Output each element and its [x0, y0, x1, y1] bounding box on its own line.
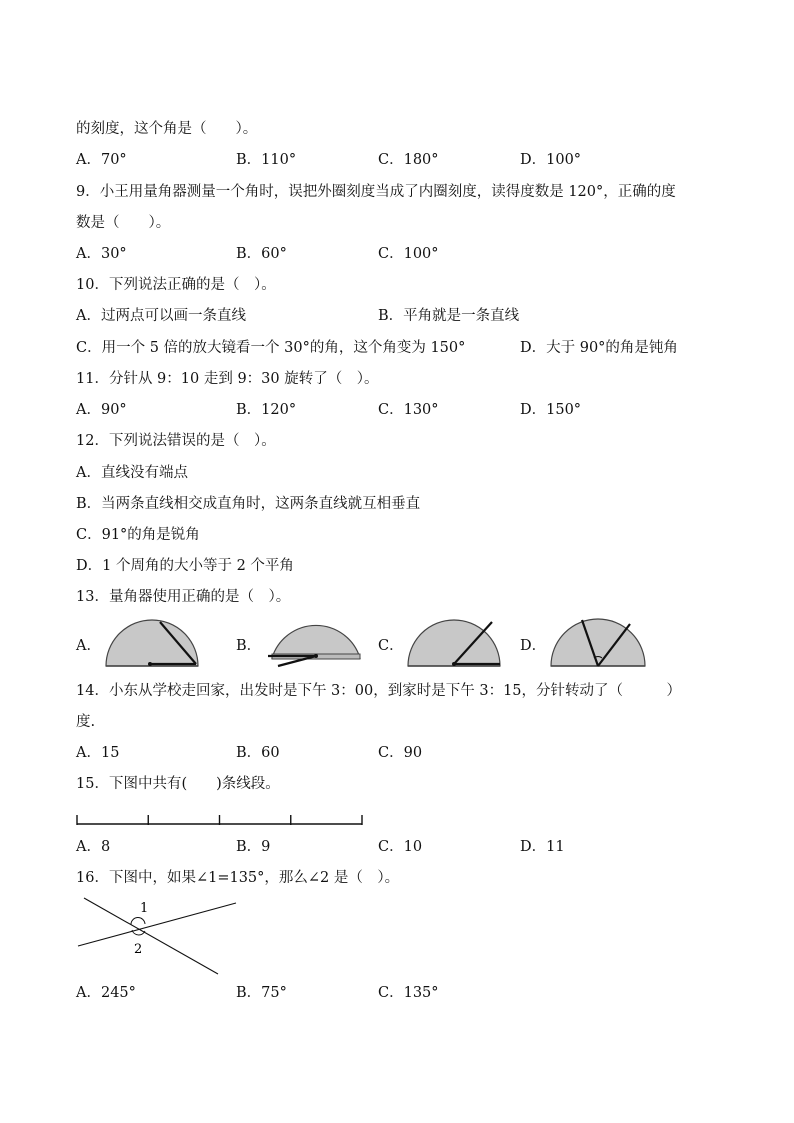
line-segment-figure — [74, 812, 366, 828]
intersecting-lines-figure — [76, 896, 240, 976]
q8-option-c: C．180° — [378, 152, 439, 168]
q8-option-d: D．100° — [520, 152, 582, 168]
q13-label-a: A． — [76, 638, 101, 654]
angle-2-label: 2 — [134, 942, 143, 957]
q10-option-c: C．用一个 5 倍的放大镜看一个 30°的角，这个角变为 150° — [76, 340, 466, 356]
protractor-c-figure — [404, 618, 504, 670]
q11-option-d: D．150° — [520, 402, 582, 418]
q8-option-a: A．70° — [76, 152, 127, 168]
q14-stem-line1: 14．小东从学校走回家，出发时是下午 3：00，到家时是下午 3：15，分针转动了（ ） — [76, 683, 682, 699]
q13-label-d: D． — [520, 638, 547, 654]
q8-stem-tail: 的刻度，这个角是（ ）。 — [76, 121, 258, 137]
q15-option-d: D．11 — [520, 839, 565, 855]
q14-option-b: B．60 — [236, 745, 280, 761]
q15-option-a: A．8 — [76, 839, 111, 855]
protractor-b-figure — [264, 614, 364, 666]
q12-option-a: A．直线没有端点 — [76, 465, 188, 481]
q9-stem-line1: 9．小王用量角器测量一个角时，误把外圈刻度当成了内圈刻度，读得度数是 120°，正确的度 — [76, 184, 676, 200]
q12-option-c: C．91°的角是锐角 — [76, 527, 200, 543]
q10-option-d: D．大于 90°的角是钝角 — [520, 340, 678, 356]
q11-stem: 11．分针从 9：10 走到 9：30 旋转了（ ）。 — [76, 371, 379, 387]
q10-option-a: A．过两点可以画一条直线 — [76, 308, 246, 324]
q16-option-b: B．75° — [236, 985, 287, 1001]
q12-option-b: B．当两条直线相交成直角时，这两条直线就互相垂直 — [76, 496, 421, 512]
q13-stem: 13．量角器使用正确的是（ ）。 — [76, 589, 291, 605]
q9-option-a: A．30° — [76, 246, 127, 262]
q11-option-c: C．130° — [378, 402, 439, 418]
q14-stem-line2: 度. — [76, 714, 96, 730]
q11-option-a: A．90° — [76, 402, 127, 418]
q14-option-c: C．90 — [378, 745, 423, 761]
q16-option-c: C．135° — [378, 985, 439, 1001]
q15-option-b: B．9 — [236, 839, 271, 855]
q12-stem: 12．下列说法错误的是（ ）。 — [76, 433, 276, 449]
q14-option-a: A．15 — [76, 745, 120, 761]
q15-stem: 15．下图中共有( )条线段。 — [76, 776, 280, 792]
q11-option-b: B．120° — [236, 402, 297, 418]
q10-option-b: B．平角就是一条直线 — [378, 308, 520, 324]
q13-label-b: B． — [236, 638, 262, 654]
q9-option-b: B．60° — [236, 246, 287, 262]
q12-option-d: D．1 个周角的大小等于 2 个平角 — [76, 558, 294, 574]
q15-option-c: C．10 — [378, 839, 423, 855]
q10-stem: 10．下列说法正确的是（ ）。 — [76, 277, 276, 293]
protractor-d-figure — [548, 618, 648, 670]
q9-option-c: C．100° — [378, 246, 439, 262]
q13-label-c: C． — [378, 638, 404, 654]
protractor-a-figure — [104, 618, 204, 670]
angle-1-label: 1 — [140, 901, 149, 916]
q8-option-b: B．110° — [236, 152, 297, 168]
q16-stem: 16．下图中，如果∠1=135°，那么∠2 是（ ）。 — [76, 870, 400, 886]
q16-option-a: A．245° — [76, 985, 136, 1001]
q9-stem-line2: 数是（ ）。 — [76, 215, 171, 231]
